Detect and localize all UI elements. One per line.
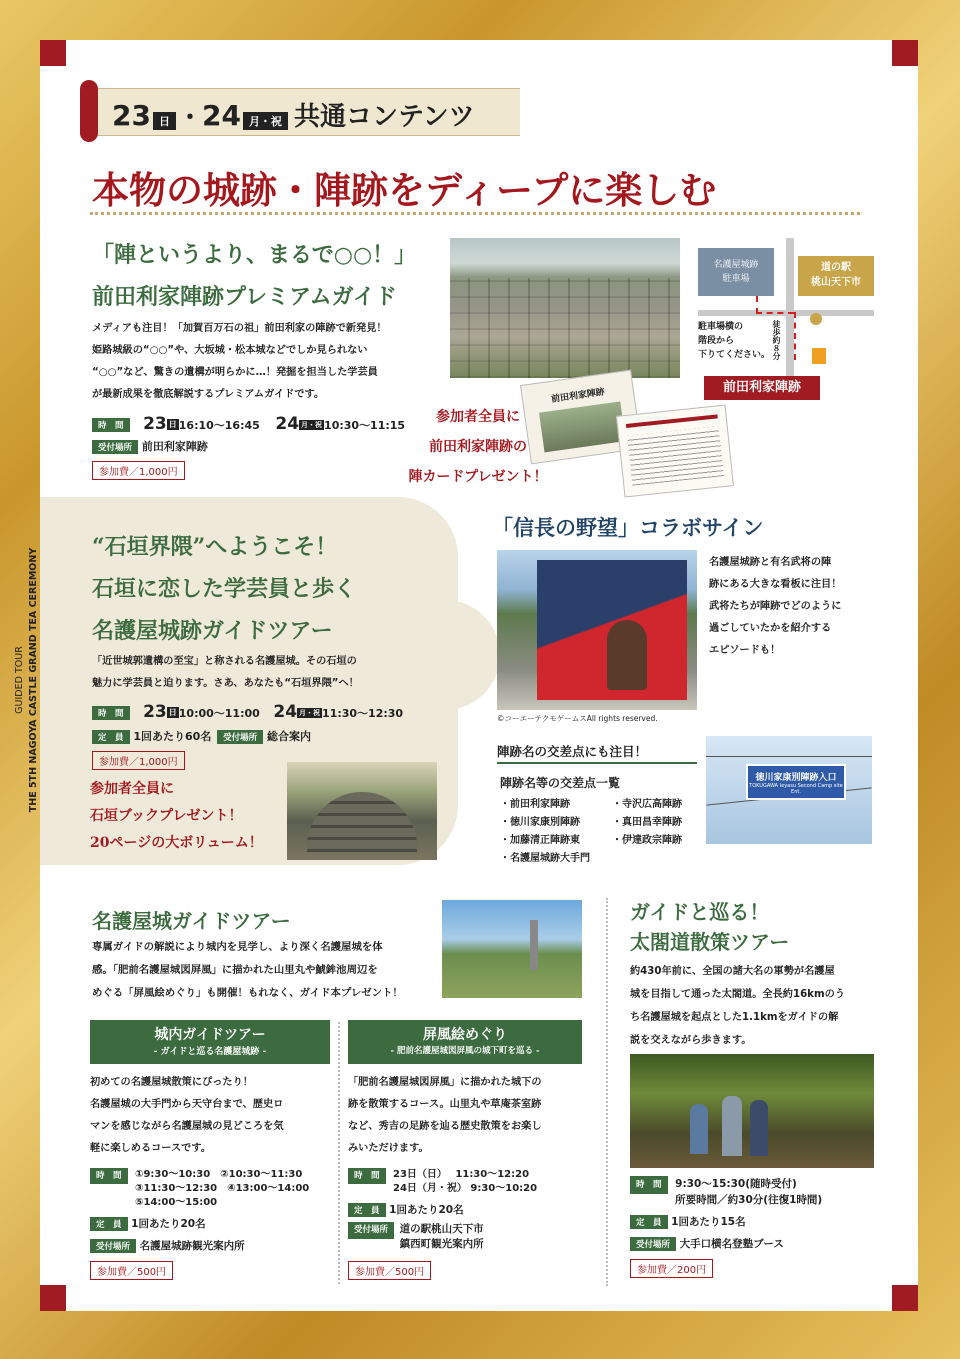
monument [530, 920, 538, 970]
list-item: ・伊達政宗陣跡 [612, 835, 682, 846]
station-box: 道の駅 桃山天下市 [798, 256, 874, 296]
hiker [722, 1096, 742, 1156]
sidebar-text: THE 5TH NAGOYA CASTLE GRAND TEA CEREMONY [28, 547, 39, 813]
fee-badge: 参加費／1,000円 [92, 460, 185, 480]
photo-credit: ©コーエーテクモゲームスAll rights reserved. [497, 714, 658, 723]
section-title: 「陣というより、まるで○○！」 [92, 242, 417, 268]
section-title: 太閤道散策ツアー [630, 930, 790, 954]
schedule-row: 時 間 23日（日） 11:30〜12:20 24日（月・祝） 9:30〜10:20 [348, 1168, 537, 1196]
list-item: ・徳川家康別陣跡 [500, 817, 580, 828]
reception-row: 受付場所 大手口横名登塾ブース [630, 1236, 784, 1251]
section-body: 専属ガイドの解説により城内を見学し、より深く名護屋城を体 感。「肥前名護屋城図屏風」に描かれた山里丸や鯱鉾池周辺を めぐる「屏風絵めぐり」も開催！もれなく、ガイド本プレゼント！ [92, 941, 403, 999]
column-divider [606, 898, 608, 1286]
list-title: 陣跡名等の交差点一覧 [500, 776, 621, 790]
list-item: ・前田利家陣跡 [500, 799, 570, 810]
section-title: ガイドと巡る！ [630, 900, 770, 924]
fee-badge: 参加費／200円 [630, 1258, 713, 1278]
camp-card-back [616, 404, 734, 497]
corner-mark [892, 1285, 918, 1311]
stone-mound [307, 792, 417, 852]
destination-label: 前田利家陣跡 [704, 376, 820, 400]
fee-badge: 参加費／500円 [90, 1260, 173, 1280]
hiker [690, 1104, 708, 1154]
column-divider [338, 1022, 340, 1284]
schedule-row: 時 間 23 日 10:00〜11:00 24 月・祝 11:30〜12:30 [92, 702, 403, 722]
fee-badge: 参加費／500円 [348, 1260, 431, 1280]
destination-marker [812, 348, 826, 364]
street-sign-photo [706, 736, 872, 844]
fee-badge: 参加費／1,000円 [92, 750, 185, 770]
reception-row: 受付場所 前田利家陣跡 [92, 438, 208, 454]
forest-path-photo [630, 1054, 874, 1168]
schedule-row: 時 間 23 日 16:10〜16:45 24 月・祝 10:30〜11:15 [92, 414, 405, 434]
section-title: 名護屋城ガイドツアー [92, 909, 291, 933]
location-pin-icon [810, 313, 822, 325]
corner-mark [40, 1285, 66, 1311]
route-line [756, 312, 794, 314]
route-line [794, 312, 796, 360]
warlord-figure [607, 620, 647, 690]
access-map: 名護屋城跡 駐車場 道の駅 桃山天下市 徒歩約８分 駐車場横の 階段から 下りてください。 前田利家陣跡 [698, 238, 874, 398]
scroll-ornament [80, 80, 98, 142]
map-road [786, 238, 794, 398]
hiker [750, 1100, 768, 1156]
section-body: 名護屋城跡と有名武将の陣 跡にある大きな看板に注目！ 武将たちが陣跡でどのように 過ごしていたかを紹介する エピソードも！ [709, 557, 842, 656]
stone-wall-photo [450, 238, 680, 378]
capacity-row: 定 員 1回あたり15名 [630, 1214, 746, 1229]
reception-row: 受付場所 名護屋城跡観光案内所 [90, 1238, 245, 1253]
card-photo [539, 401, 626, 452]
capacity-row: 定 員 1回あたり20名 [90, 1216, 206, 1231]
camp-card: 前田利家陣跡 [520, 370, 642, 465]
section-title: “石垣界隈”へようこそ！ [92, 534, 338, 560]
map-note: 駐車場横の 階段から 下りてください。 [698, 322, 771, 360]
list-item: ・加藤清正陣跡東 [500, 835, 580, 846]
corner-mark [892, 40, 918, 66]
vertical-sidebar [14, 520, 40, 840]
reception-row: 受付場所 道の駅桃山天下市 鎮西町観光案内所 [348, 1222, 484, 1252]
section-title: 前田利家陣跡プレミアムガイド [92, 284, 397, 310]
section-body: 約430年前に、全国の諸大名の軍勢が名護屋 城を目指して通った太閤道。全長約16kmのう ち名護屋城を起点とした1.1kmをガイドの解 説を交えながら歩きます。 [630, 966, 845, 1046]
list-item: ・真田昌幸陣跡 [612, 817, 682, 828]
subsection-header: 陣跡名の交差点にも注目！ [497, 736, 697, 764]
course-header: 城内ガイドツアー - ガイドと巡る名護屋城跡 - [90, 1020, 330, 1064]
page-headline: 本物の城跡・陣跡をディープに楽しむ [92, 168, 717, 212]
section-title: 「信長の野望」コラボサイン [492, 515, 764, 540]
camp-list [612, 796, 682, 850]
corner-mark [40, 40, 66, 66]
castle-photo [442, 900, 582, 998]
course-header: 屏風絵めぐり - 肥前名護屋城図屏風の城下町を巡る - [348, 1020, 582, 1064]
divider [90, 212, 860, 215]
course-body: 「肥前名護屋城図屏風」に描かれた城下の 跡を散策するコース。山里丸や草庵茶室跡 など、秀吉の足跡を辿る歴史散策をお楽し みいただけます。 [348, 1077, 542, 1154]
street-sign: 徳川家康別陣跡入口 TOKUGAWA Ieyasu Second Camp site Ent. [746, 764, 846, 800]
list-item: ・寺沢広高陣跡 [612, 799, 682, 810]
section-body: メディアも注目！「加賀百万石の祖」前田利家の陣跡で新発見！ 姫路城級の“○○”や、大坂城・松本城などでしか見られない “○○”など、驚きの遺構が明らかに…！発掘を担当した学芸員 が最新成果を徹底解説するプレミアムガイドです。 [92, 323, 387, 400]
gift-text: 参加者全員に 前田利家陣跡の 陣カードプレゼント！ [408, 409, 548, 485]
section-body: 「近世城郭遺構の至宝」と称される名護屋城。その石垣の 魅力に学芸員と迫ります。さあ、あなたも“石垣界隈”へ！ [92, 656, 359, 689]
stone-texture [450, 278, 680, 378]
section-title: 名護屋城跡ガイドツアー [92, 618, 333, 644]
capacity-row: 定 員 1回あたり60名 受付場所 総合案内 [92, 728, 311, 744]
schedule-row: 時 間 9:30〜15:30(随時受付) 所要時間／約30分(往復1時間) [630, 1176, 822, 1208]
stone-wall-photo [287, 762, 437, 860]
parking-box: 名護屋城跡 駐車場 [698, 248, 774, 296]
header-title: 23 日 ・24 月・祝 共通コンテンツ [112, 99, 475, 132]
signboard-photo [497, 550, 697, 710]
schedule-row: 時 間 ①9:30〜10:30 ②10:30〜11:30 ③11:30〜12:30 ④13:00〜14:00 ⑤14:00〜15:00 [90, 1168, 309, 1210]
list-item: ・名護屋城跡大手門 [500, 853, 590, 864]
sidebar-text: GUIDED TOUR [14, 646, 25, 714]
gift-text: 参加者全員に 石垣ブックプレゼント！ 20ページの大ボリューム！ [90, 781, 263, 851]
section-title: 石垣に恋した学芸員と歩く [92, 576, 357, 602]
camp-list [500, 796, 590, 868]
capacity-row: 定 員 1回あたり20名 [348, 1202, 464, 1217]
course-body: 初めての名護屋城散策にぴったり！ 名護屋城の大手門から天守台まで、歴史ロ マンを感じながら名護屋城の見どころを気 軽に楽しめるコースです。 [90, 1077, 284, 1154]
